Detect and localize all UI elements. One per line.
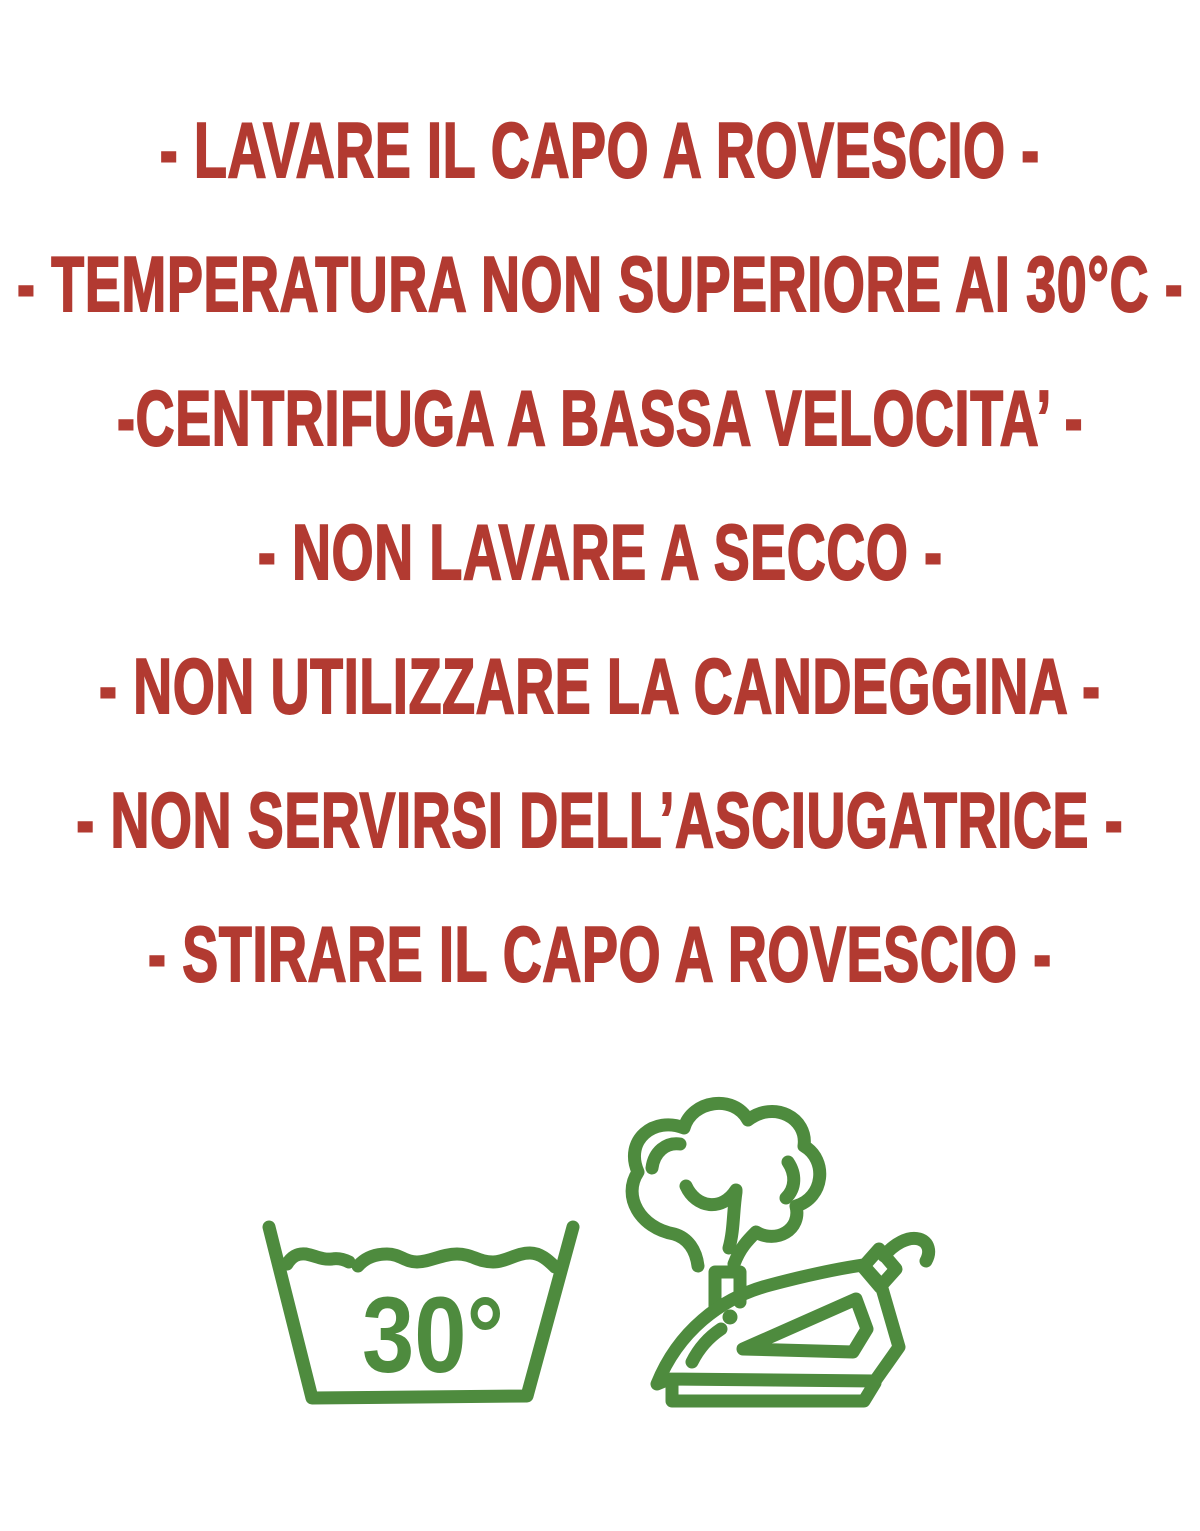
- iron-power-cord: [884, 1238, 929, 1261]
- water-line-right: [358, 1253, 555, 1267]
- instruction-text: - TEMPERATURA NON SUPERIORE AI 30°C -: [16, 239, 1184, 328]
- instruction-text: - LAVARE IL CAPO A ROVESCIO -: [159, 105, 1041, 194]
- steam-cloud-detail-stem: [729, 1192, 736, 1248]
- water-line-left: [287, 1254, 349, 1264]
- instruction-text: -CENTRIFUGA A BASSA VELOCITA’ -: [116, 373, 1084, 462]
- steam-iron-icon: [612, 1088, 992, 1448]
- instruction-text: - NON SERVIRSI DELL’ASCIUGATRICE -: [76, 775, 1124, 864]
- steam-cloud-detail-left: [652, 1144, 680, 1168]
- instruction-line-no-dry-clean: [0, 485, 1200, 619]
- instruction-text: - NON LAVARE A SECCO -: [257, 507, 943, 596]
- instruction-text: - NON UTILIZZARE LA CANDEGGINA -: [99, 641, 1101, 730]
- instruction-line-no-tumble-dry: [0, 753, 1200, 887]
- steam-cloud-detail-right: [786, 1162, 794, 1198]
- instruction-line-iron-inside-out: [0, 887, 1200, 1021]
- iron-top-panel: [743, 1299, 867, 1352]
- instruction-text: - STIRARE IL CAPO A ROVESCIO -: [148, 909, 1052, 998]
- wash-basin-30-degrees-icon: [250, 1212, 590, 1452]
- instruction-line-no-bleach: [0, 619, 1200, 753]
- instruction-line-max-temperature: [0, 217, 1200, 351]
- instruction-line-wash-inside-out: [0, 83, 1200, 217]
- temperature-label: 30°: [362, 1274, 504, 1395]
- instruction-line-low-spin: [0, 351, 1200, 485]
- iron-dot-detail: [723, 1310, 738, 1325]
